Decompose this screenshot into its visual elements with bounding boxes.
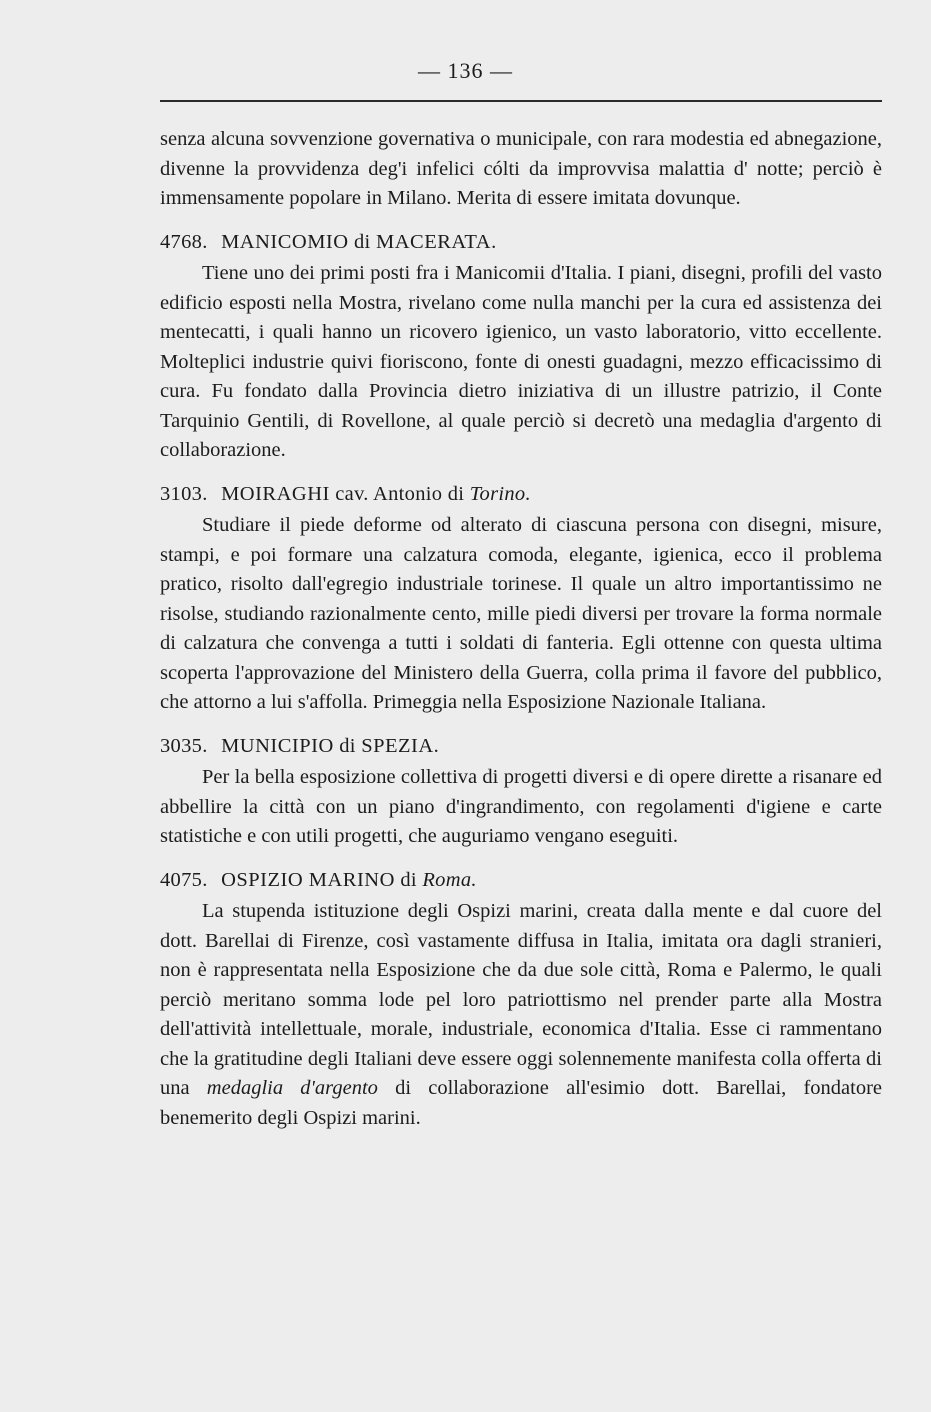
entry-heading [160,480,882,510]
page-body [160,125,882,1133]
entry-place: SPEZIA. [361,734,440,757]
entry-text-after: di collaborazione all'esimio dott. Barellai, fondatore benemerito degli Ospizi marini. [160,1077,883,1129]
entry-text: Per la bella esposizione collettiva di progetti diversi e di opere dirette a risanare ed abbellire la città con un piano d'ingrandimento, con regolamenti d'igiene e carte statistiche e con utili progetti, che auguriamo vengano eseguiti. [160,766,882,847]
entry-place: Torino. [469,482,531,505]
entry-place: MACERATA. [375,230,497,253]
page-number: — 136 — [418,58,513,83]
header-rule [160,100,882,102]
entry-text [160,897,882,1133]
entry-connector: di [339,734,356,757]
entry-number: 3035. [160,734,208,757]
entry-heading [160,866,882,896]
entry-place: Roma. [422,868,477,891]
entry-name: MUNICIPIO [221,734,334,757]
entry-connector: di [354,230,371,253]
entry-name: MANICOMIO [221,230,349,253]
entry-number: 4075. [160,868,208,891]
entry-heading [160,732,882,762]
entry-text-italic: medaglia d'argento [206,1077,378,1099]
intro-paragraph: senza alcuna sovvenzione governativa o municipale, con rara modestia ed abnegazione, divenne la provvidenza deg'i infelici cólti da improvvisa malattia d' notte; perciò è immensamente popolare in Milano. Merita di essere imitata dovunque. [160,128,882,209]
entry-text: Tiene uno dei primi posti fra i Manicomii d'Italia. I piani, disegni, profili del vasto edificio esposti nella Mostra, rivelano come nulla manchi per la cura ed assistenza dei mentecatti, i quali hanno un ricovero igienico, un vasto laboratorio, vitto eccellente. Molteplici industrie quivi fioriscono, fonte di onesti guadagni, mezzo efficacissimo di cura. Fu fondato dalla Provincia dietro iniziativa di un illustre patrizio, il Conte Tarquinio Gentili, di Rovellone, al quale perciò si decretò una medaglia d'argento di collaborazione. [160,262,882,461]
entry-name: MOIRAGHI [221,482,330,505]
entry-text: Studiare il piede deforme od alterato di ciascuna persona con disegni, misure, stampi, e poi formare una calzatura comoda, elegante, igienica, ecco il problema pratico, risolto dall'egregio industriale torinese. Il quale un altro importantissimo ne risolse, studiando razionalmente cento, mille piedi diversi per trovare la forma normale di calzatura che convenga a tutti i soldati di fanteria. Egli ottenne con questa ultima scoperta l'approvazione del Ministero della Guerra, colla prima il favore del pubblico, che attorno a lui s'affolla. Primeggia nella Esposizione Nazionale Italiana. [160,514,882,713]
entry-connector: di [400,868,417,891]
entry-number: 4768. [160,230,208,253]
entry-number: 3103. [160,482,208,505]
entry-name: OSPIZIO MARINO [221,868,395,891]
entry-heading [160,228,882,258]
entry-connector: cav. Antonio di [335,482,465,505]
entry-text-before: La stupenda istituzione degli Ospizi marini, creata dalla mente e dal cuore del dott. Barellai di Firenze, così vastamente diffusa in Italia, imitata ora dagli stranieri, non è rappresentata nella Esposizione che da due sole città, Roma e Palermo, le quali perciò meritano somma lode pel loro patriottismo nel prender parte alla Mostra dell'attività intellettuale, morale, industriale, economica d'Italia. Esse ci rammentano che la gratitudine degli Italiani deve essere oggi solennemente manifesta colla offerta di una [160,900,882,1099]
